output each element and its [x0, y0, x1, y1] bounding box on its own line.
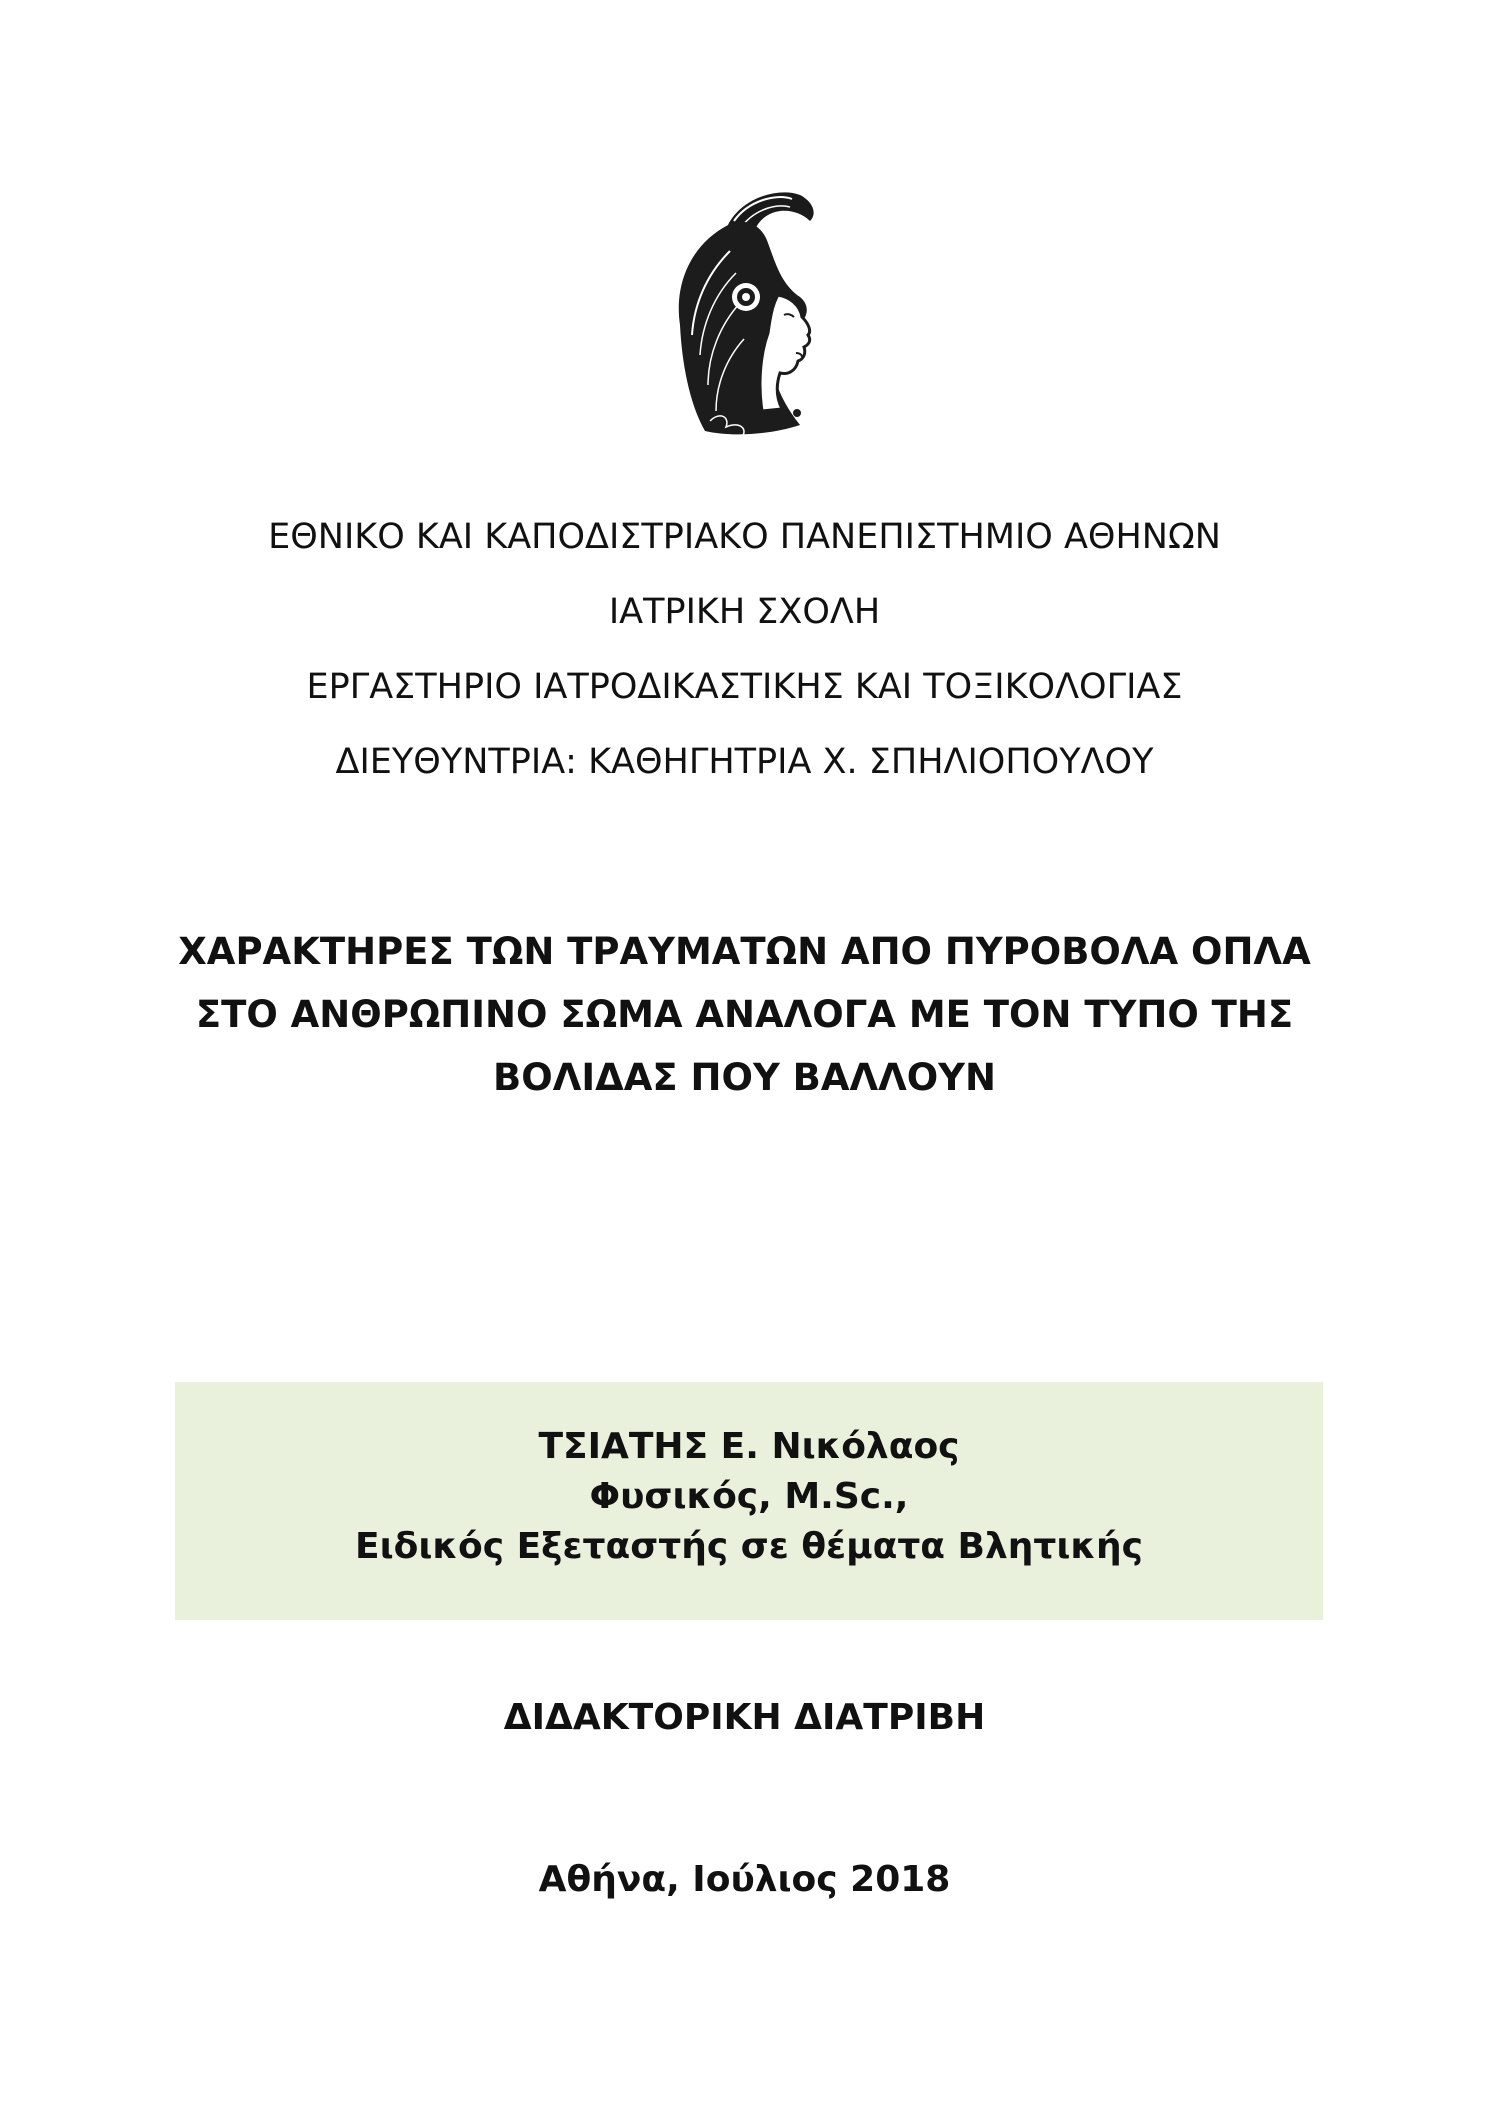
director-line: ΔΙΕΥΘΥΝΤΡΙΑ: ΚΑΘΗΓΗΤΡΙΑ Χ. ΣΠΗΛΙΟΠΟΥΛΟΥ	[335, 742, 1154, 782]
title-line-3: ΒΟΛΙΔΑΣ ΠΟΥ ΒΑΛΛΟΥΝ	[493, 1056, 996, 1099]
author-box	[175, 1382, 1323, 1620]
thesis-title	[0, 920, 1489, 1109]
title-line-1: ΧΑΡΑΚΤΗΡΕΣ ΤΩΝ ΤΡΑΥΜΑΤΩΝ ΑΠΟ ΠΥΡΟΒΟΛΑ ΟΠΛΑ	[178, 930, 1311, 973]
title-line-2: ΣΤΟ ΑΝΘΡΩΠΙΝΟ ΣΩΜΑ ΑΝΑΛΟΓΑ ΜΕ ΤΟΝ ΤΥΠΟ ΤΗΣ	[195, 993, 1294, 1036]
university-name: ΕΘΝΙΚΟ ΚΑΙ ΚΑΠΟΔΙΣΤΡΙΑΚΟ ΠΑΝΕΠΙΣΤΗΜΙΟ ΑΘΗΝΩΝ	[268, 517, 1221, 557]
author-role: Ειδικός Εξεταστής σε θέματα Βλητικής	[355, 1526, 1143, 1567]
author-lines	[175, 1422, 1323, 1572]
institution-block	[0, 500, 1489, 800]
school-name: ΙΑΤΡΙΚΗ ΣΧΟΛΗ	[608, 592, 881, 632]
university-logo	[650, 185, 835, 450]
author-degree: Φυσικός, M.Sc.,	[589, 1476, 909, 1517]
athena-helmet-icon	[650, 185, 835, 450]
laboratory-name: ΕΡΓΑΣΤΗΡΙΟ ΙΑΤΡΟΔΙΚΑΣΤΙΚΗΣ ΚΑΙ ΤΟΞΙΚΟΛΟΓΙΑΣ	[306, 667, 1183, 707]
author-name: ΤΣΙΑΤΗΣ Ε. Νικόλαος	[538, 1426, 960, 1467]
document-type: ΔΙΔΑΚΤΟΡΙΚΗ ΔΙΑΤΡΙΒΗ	[503, 1697, 986, 1738]
place-date: Αθήνα, Ιούλιος 2018	[538, 1859, 951, 1900]
